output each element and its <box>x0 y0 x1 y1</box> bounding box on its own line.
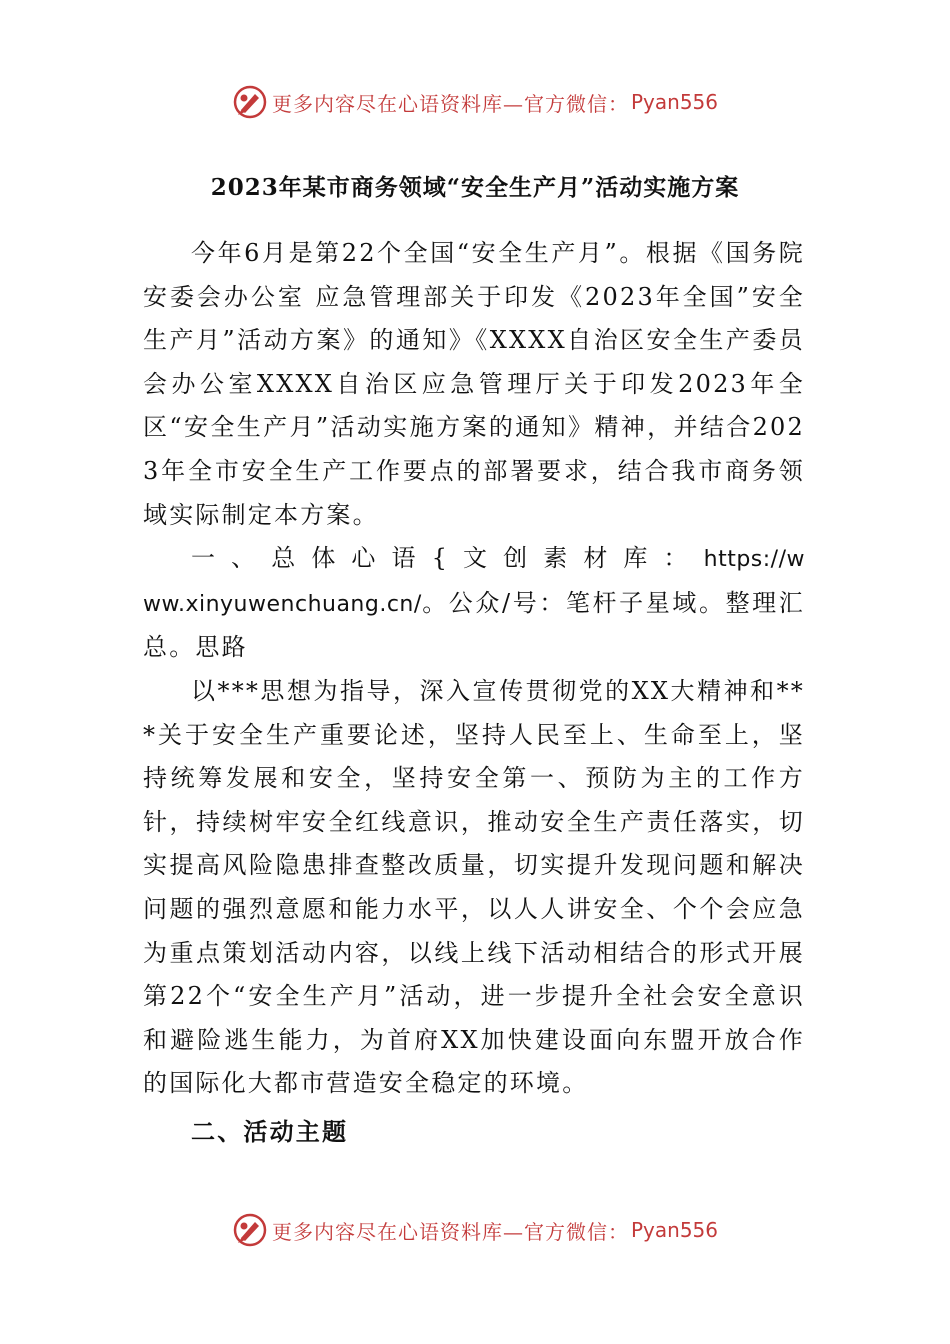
document-title: 2023年某市商务领域“安全生产月”活动实施方案 <box>210 174 740 201</box>
watermark-text: 更多内容尽在心语资料库—官方微信： <box>271 1219 629 1244</box>
pen-logo-icon <box>232 1212 268 1248</box>
section1-suffix: 。公众/号：笔杆子星域。整理汇总。思路 <box>143 588 805 662</box>
pen-logo-icon <box>232 84 268 120</box>
section1-prefix: 一、总体心语{文创素材库： <box>191 544 704 573</box>
header-watermark <box>0 80 950 124</box>
section1-line <box>143 537 805 670</box>
section1-url: https://www.xinyuwenchuang.cn/ <box>143 547 805 617</box>
watermark-text: 更多内容尽在心语资料库—官方微信： <box>271 91 629 116</box>
section2-heading: 二、活动主题 <box>191 1116 349 1146</box>
footer-watermark <box>0 1208 950 1252</box>
intro-paragraph: 今年6月是第22个全国“安全生产月”。根据《国务院安委会办公室 应急管理部关于印发《2023年全国”安全生产月”活动方案》的通知》《XXXX自治区安全生产委员会办公室XXXX自治区应急管理厅关于印发2023年全区“安全生产月”活动实施方案的通知》精神，并结合2023年全市安全生产工作要点的部署要求，结合我市商务领域实际制定本方案。 <box>143 239 805 529</box>
watermark-wechat-id: Pyan556 <box>630 90 718 114</box>
document-body <box>143 232 805 1153</box>
guiding-paragraph: 以***思想为指导，深入宣传贯彻党的XX大精神和***关于安全生产重要论述，坚持人民至上、生命至上，坚持统筹发展和安全，坚持安全第一、预防为主的工作方针，持续树牢安全红线意识，推动安全生产责任落实，切实提高风险隐患排查整改质量，切实提升发现问题和解决问题的强烈意愿和能力水平，以人人讲安全、个个会应急为重点策划活动内容，以线上线下活动相结合的形式开展第22个“安全生产月”活动，进一步提升全社会安全意识和避险逃生能力，为首府XX加快建设面向东盟开放合作的国际化大都市营造安全稳定的环境。 <box>143 676 805 1098</box>
watermark-wechat-id: Pyan556 <box>630 1218 718 1242</box>
